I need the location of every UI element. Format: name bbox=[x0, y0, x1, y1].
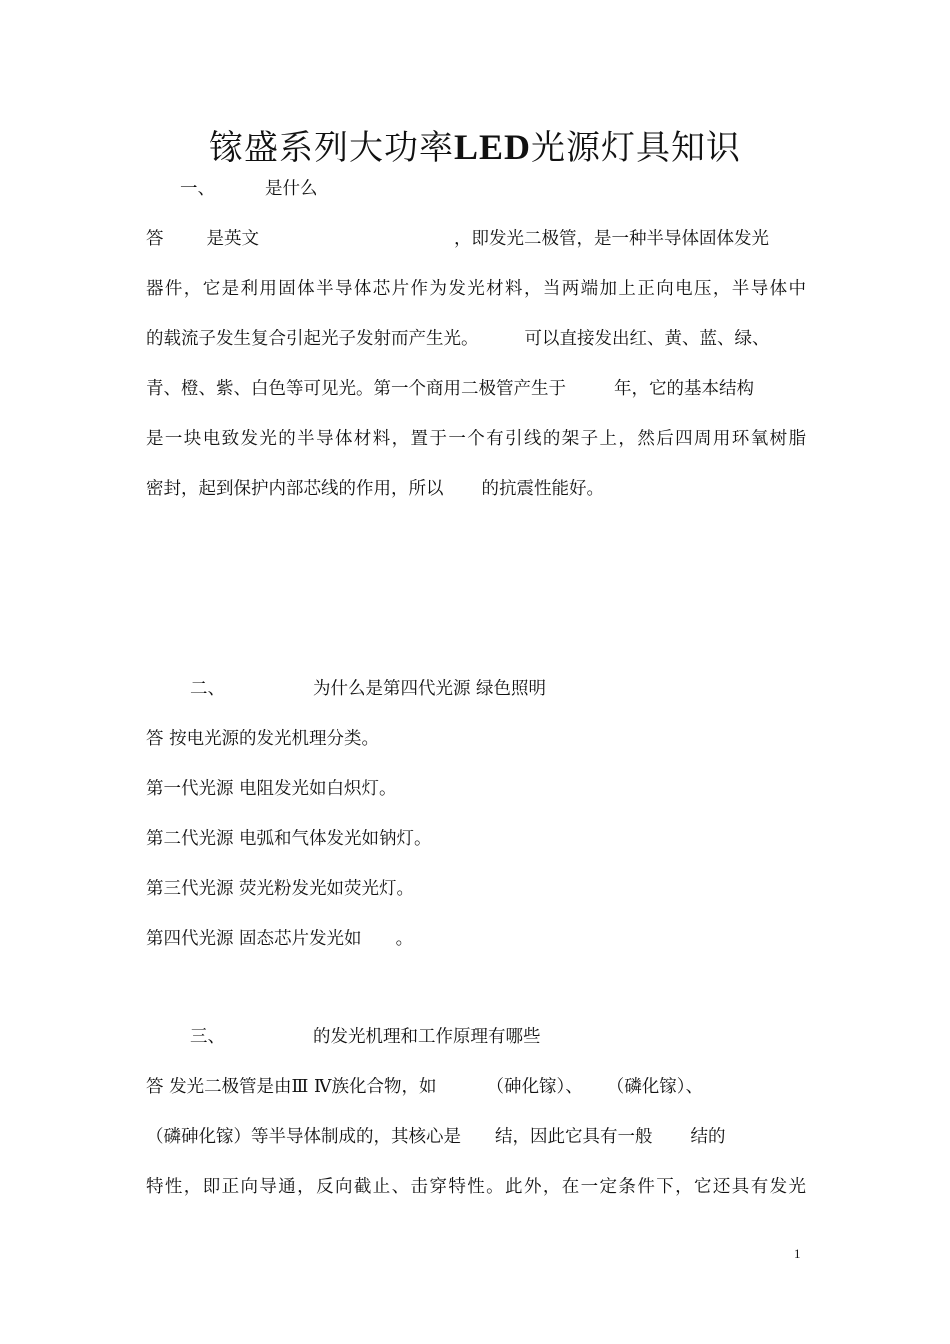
title-prefix: 镓盛系列大功率 bbox=[208, 127, 454, 168]
paragraph-line bbox=[146, 226, 769, 252]
line-segment: 答 bbox=[146, 229, 164, 249]
title-latin: LED bbox=[453, 126, 532, 167]
line-segment: 结的 bbox=[690, 1127, 726, 1147]
paragraph-line: 第一代光源 电阻发光如白炽灯。 bbox=[146, 779, 397, 799]
paragraph-line bbox=[146, 376, 754, 402]
title-suffix: 光源灯具知识 bbox=[531, 127, 742, 168]
paragraph-line: 第二代光源 电弧和气体发光如钠灯。 bbox=[146, 829, 432, 849]
paragraph-line: 答 按电光源的发光机理分类。 bbox=[146, 729, 380, 749]
line-segment: 是英文 bbox=[206, 229, 259, 249]
line-segment: 的载流子发生复合引起光子发射而产生光。 bbox=[146, 329, 479, 349]
section-heading-2 bbox=[190, 676, 546, 702]
line-segment: 年，它的基本结构 bbox=[614, 379, 754, 399]
paragraph-line bbox=[146, 1074, 703, 1100]
paragraph-line: 器件，它是利用固体半导体芯片作为发光材料，当两端加上正向电压，半导体中 bbox=[146, 279, 806, 299]
section-heading-3 bbox=[190, 1024, 541, 1050]
line-segment: （砷化镓）、 bbox=[486, 1077, 583, 1097]
line-segment: （磷化镓）、 bbox=[606, 1077, 703, 1097]
line-segment: 第四代光源 固态芯片发光如 bbox=[146, 929, 362, 949]
line-segment: 答 发光二极管是由Ⅲ Ⅳ族化合物，如 bbox=[146, 1077, 437, 1097]
line-segment: （磷砷化镓）等半导体制成的，其核心是 bbox=[146, 1127, 461, 1147]
paragraph-line bbox=[146, 326, 770, 352]
page-number: 1 bbox=[794, 1246, 801, 1261]
document-title bbox=[0, 121, 950, 174]
section-heading-1 bbox=[180, 176, 318, 202]
section-number: 二、 bbox=[190, 679, 225, 699]
section-heading-text: 的发光机理和工作原理有哪些 bbox=[313, 1027, 541, 1047]
paragraph-line: 特性，即正向导通，反向截止、击穿特性。此外，在一定条件下，它还具有发光 bbox=[146, 1177, 806, 1197]
line-segment: 结，因此它具有一般 bbox=[495, 1127, 653, 1147]
section-heading-text: 是什么 bbox=[265, 179, 318, 199]
paragraph-line bbox=[146, 1124, 726, 1150]
line-segment: 。 bbox=[395, 929, 414, 949]
paragraph-line bbox=[146, 476, 604, 502]
paragraph-line: 第三代光源 荧光粉发光如荧光灯。 bbox=[146, 879, 415, 899]
line-segment: 的抗震性能好。 bbox=[481, 479, 604, 499]
line-segment: 密封，起到保护内部芯线的作用，所以 bbox=[146, 479, 444, 499]
paragraph-line: 是一块电致发光的半导体材料，置于一个有引线的架子上，然后四周用环氧树脂 bbox=[146, 429, 806, 449]
paragraph-line bbox=[146, 926, 413, 952]
line-segment: 青、橙、紫、白色等可见光。第一个商用二极管产生于 bbox=[146, 379, 566, 399]
line-segment: 可以直接发出红、黄、蓝、绿、 bbox=[524, 329, 770, 349]
section-heading-text: 为什么是第四代光源 绿色照明 bbox=[313, 679, 547, 699]
section-number: 三、 bbox=[190, 1027, 225, 1047]
line-segment: ，即发光二极管，是一种半导体固体发光 bbox=[454, 229, 769, 249]
section-number: 一、 bbox=[180, 179, 215, 199]
